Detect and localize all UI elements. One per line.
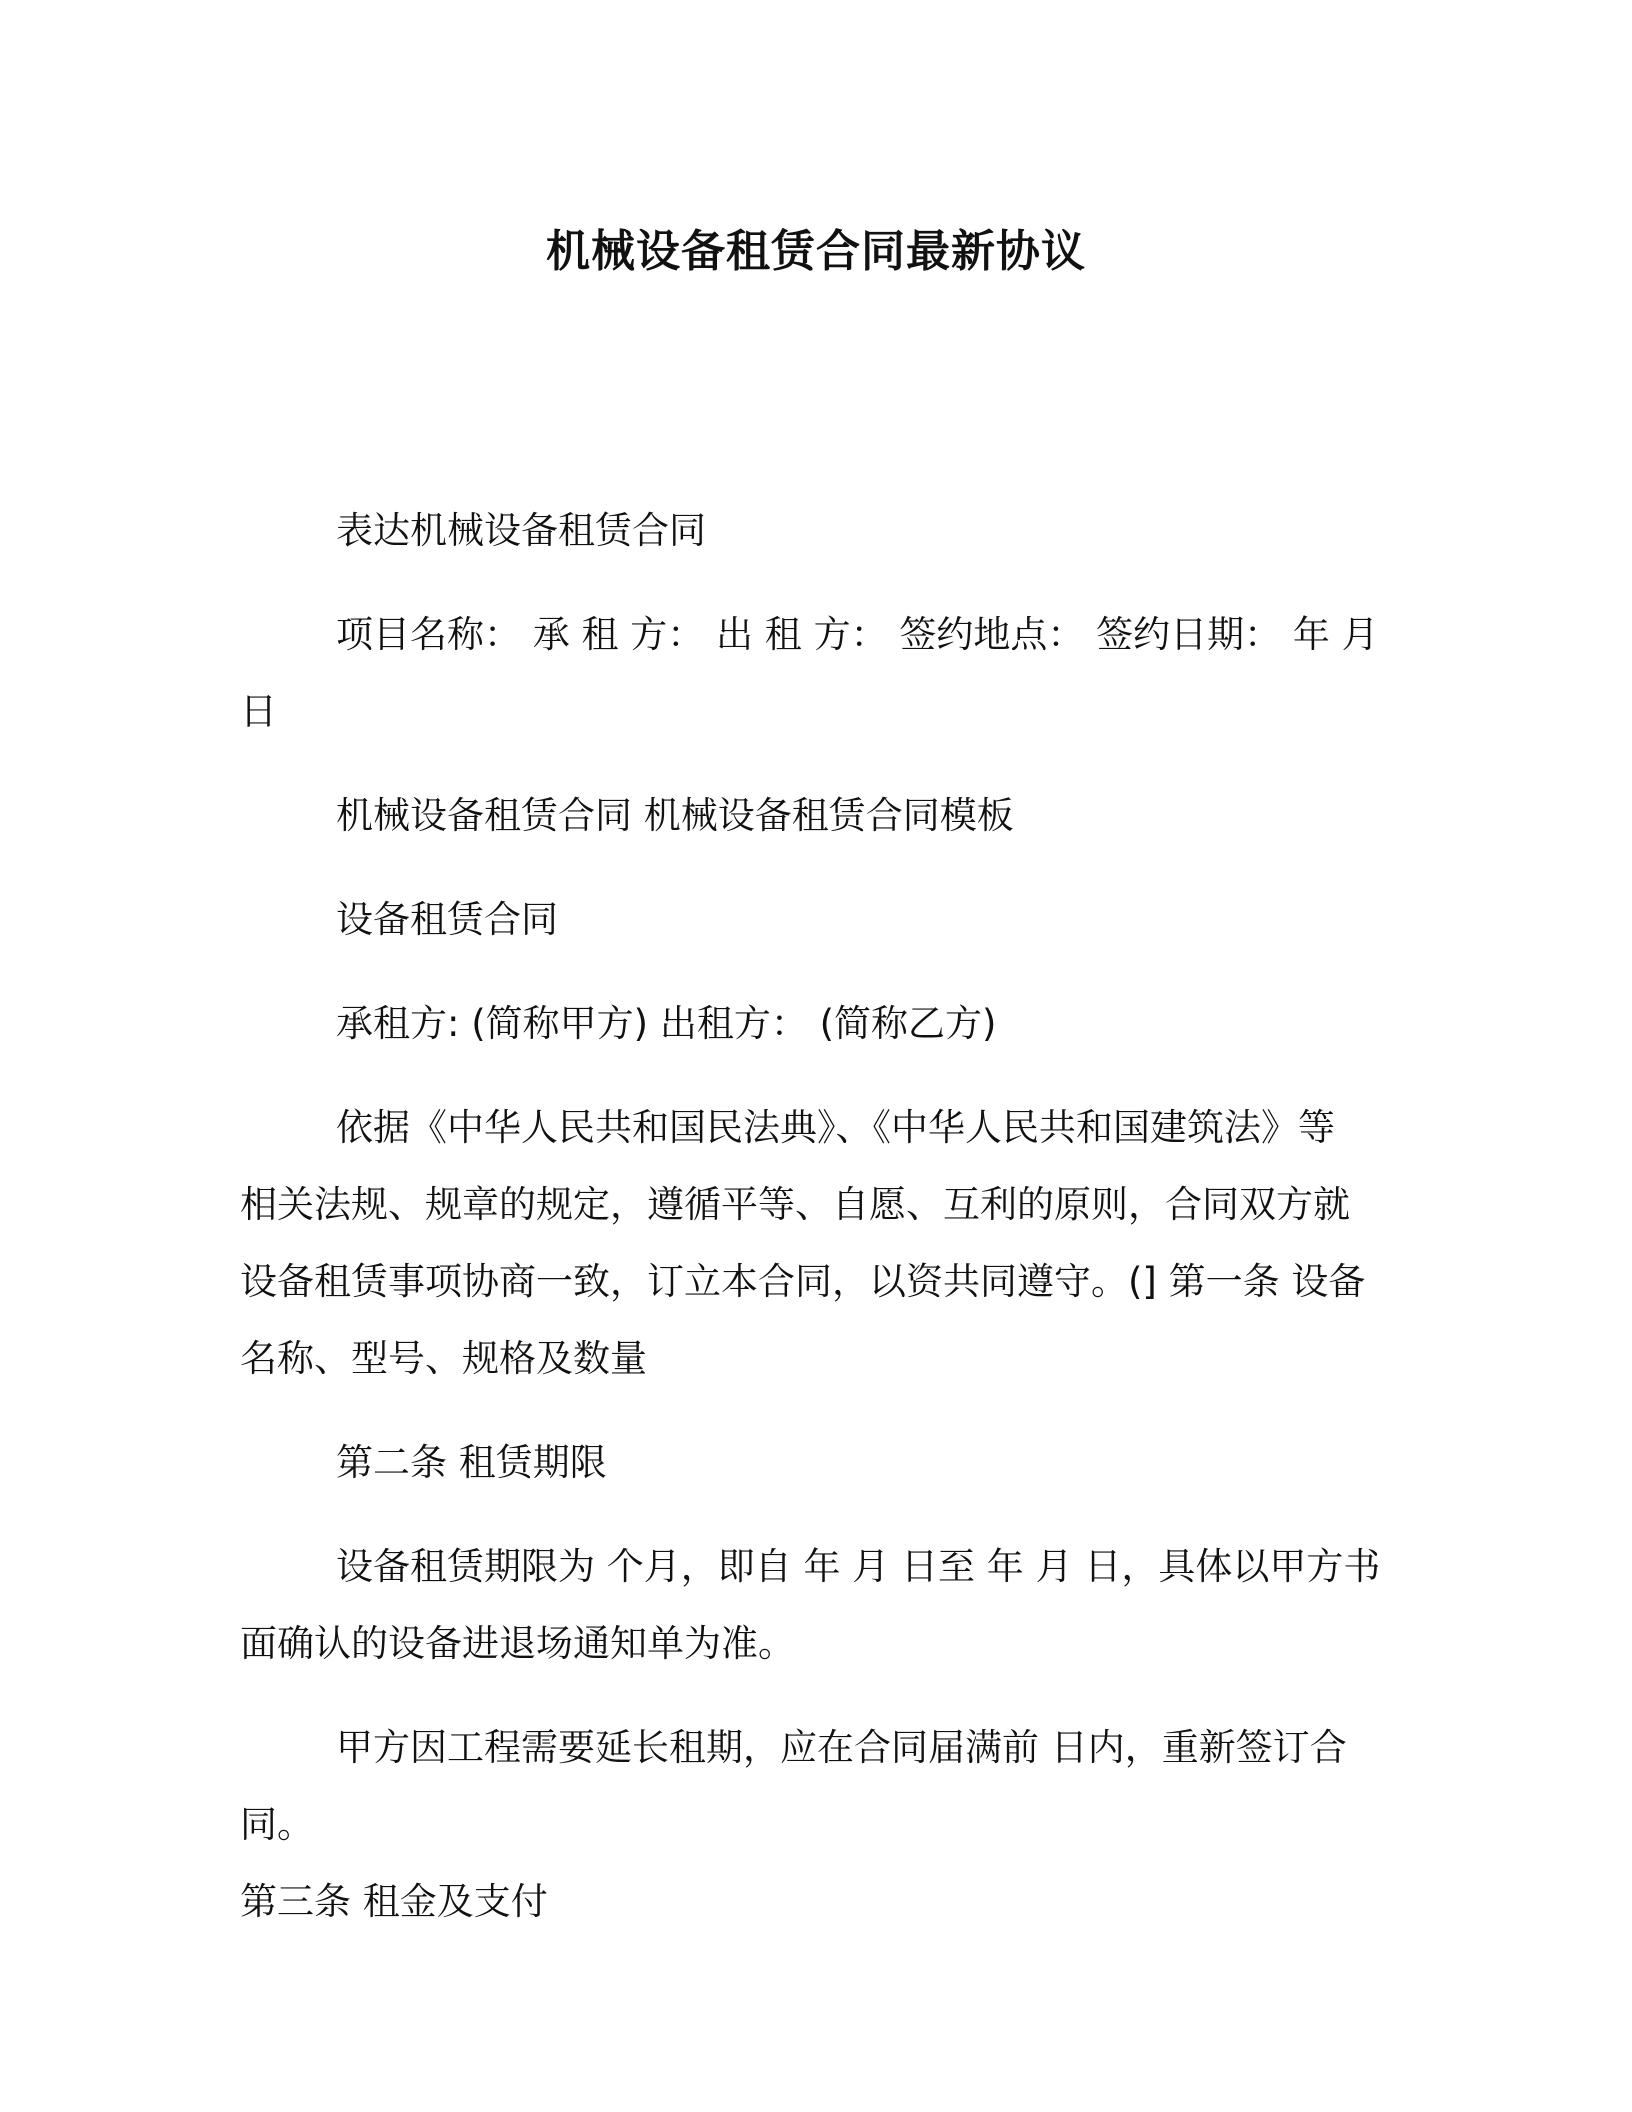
- text-line: 面确认的设备进退场通知单为准。: [240, 1622, 795, 1665]
- text-line: 第三条 租金及支付: [240, 1880, 548, 1923]
- paragraph-project-info: [240, 596, 1420, 750]
- text-line: 第二条 租赁期限: [336, 1441, 607, 1484]
- paragraph-extension: [240, 1709, 1420, 1863]
- text-line: 依据《中华人民共和国民法典》、《中华人民共和国建筑法》等: [336, 1106, 1335, 1149]
- paragraph-parties: [240, 985, 1420, 1062]
- text-line: 机械设备租赁合同 机械设备租赁合同模板: [336, 794, 1014, 837]
- text-line: 甲方因工程需要延长租期，应在合同届满前 日内，重新签订合同。: [240, 1726, 1347, 1846]
- paragraph-contract-heading: [240, 777, 1420, 854]
- text-line: 承租方: (简称甲方) 出租方： (简称乙方): [336, 1002, 997, 1045]
- text-line: 设备租赁期限为 个月，即自 年 月 日至 年 月 日，具体以甲方书: [336, 1545, 1381, 1588]
- paragraph-lease-term: [240, 1528, 1420, 1682]
- text-line: 设备租赁事项协商一致，订立本合同，以资共同遵守。(] 第一条 设备: [240, 1260, 1366, 1303]
- text-line: 表达机械设备租赁合同: [336, 509, 706, 552]
- document-body: [240, 492, 1420, 1967]
- text-line: 日: [240, 690, 277, 733]
- paragraph-article-3-heading: [240, 1863, 1420, 1940]
- paragraph-legal-basis: [240, 1089, 1420, 1397]
- text-line: 名称、型号、规格及数量: [240, 1337, 647, 1380]
- document-title: 机械设备租赁合同最新协议: [546, 226, 1086, 277]
- paragraph-article-2-heading: [240, 1424, 1420, 1501]
- text-line: 相关法规、规章的规定，遵循平等、自愿、互利的原则，合同双方就: [240, 1183, 1350, 1226]
- paragraph-intro: [240, 492, 1420, 569]
- paragraph-equipment-contract: [240, 881, 1420, 958]
- text-line: 设备租赁合同: [336, 898, 558, 941]
- text-line: 项目名称： 承 租 方： 出 租 方： 签约地点： 签约日期： 年 月: [336, 613, 1379, 656]
